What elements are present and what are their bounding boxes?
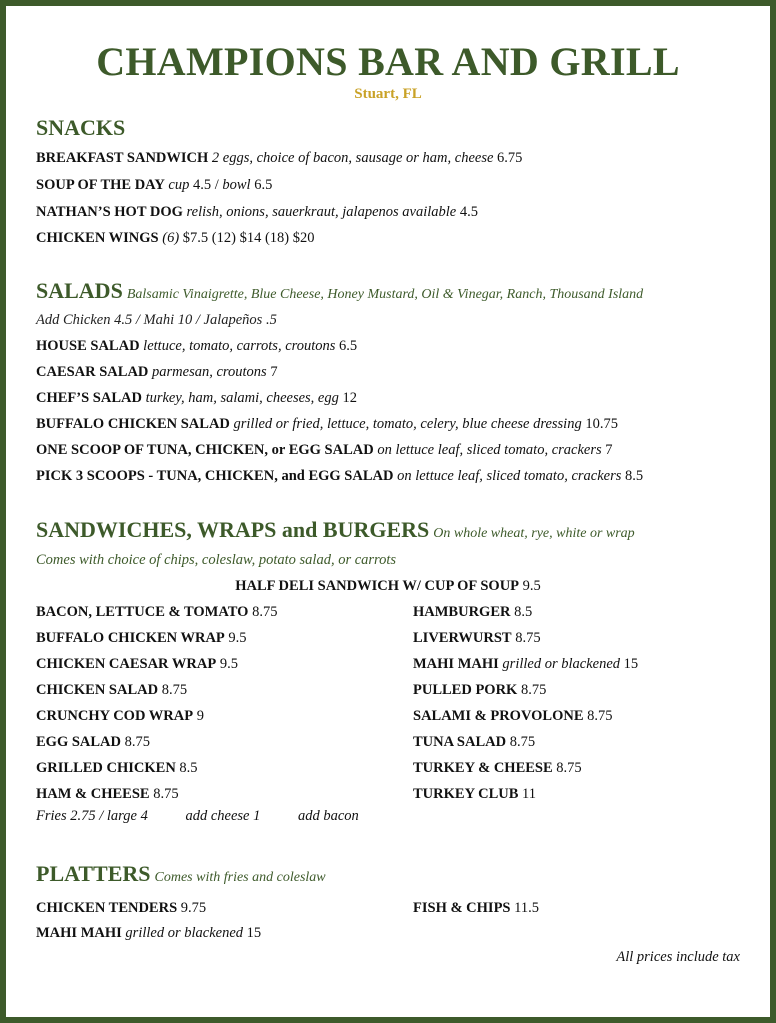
tax-note: All prices include tax <box>616 949 740 965</box>
item-price: 8.75 <box>509 734 536 750</box>
item-price: 6.5 <box>254 177 273 193</box>
item-price: 8.5 <box>625 468 644 484</box>
section-title: PLATTERS <box>36 861 151 886</box>
menu-item <box>36 630 247 647</box>
menu-item <box>413 630 541 647</box>
section-note: On whole wheat, rye, white or wrap <box>433 526 635 541</box>
item-price: 8.75 <box>587 708 613 724</box>
section-title: SALADS <box>36 278 123 303</box>
item-name: HALF DELI SANDWICH W/ CUP OF SOUP <box>235 578 520 594</box>
item-price: 8.75 <box>515 630 541 646</box>
item-name: NATHAN’S HOT DOG <box>36 204 183 220</box>
menu-item <box>413 786 536 803</box>
item-price: 7 <box>605 442 613 458</box>
menu-item <box>36 734 150 751</box>
menu-item <box>413 900 539 917</box>
item-name: SOUP OF THE DAY <box>36 177 165 193</box>
item-desc: on lettuce leaf, sliced tomato, crackers <box>377 442 602 458</box>
section-title: SANDWICHES, WRAPS and BURGERS <box>36 517 430 542</box>
item-price: 8.75 <box>124 734 151 750</box>
item-name: CHICKEN WINGS <box>36 230 159 246</box>
item-name: CHICKEN SALAD <box>36 682 159 698</box>
restaurant-location: Stuart, FL <box>354 86 422 102</box>
item-name: HAM & CHEESE <box>36 786 150 802</box>
item-price: 11 <box>522 786 537 802</box>
item-name: FISH & CHIPS <box>413 900 511 916</box>
item-name: TURKEY CLUB <box>413 786 519 802</box>
item-price: 8.75 <box>161 682 188 698</box>
item-price: 9.75 <box>180 900 207 916</box>
item-name: CHEF’S SALAD <box>36 390 142 406</box>
menu-item <box>36 204 478 221</box>
menu-item <box>36 682 187 699</box>
item-name: CHICKEN CAESAR WRAP <box>36 656 217 672</box>
item-price: 8.75 <box>252 604 278 620</box>
menu-item <box>36 416 618 433</box>
section-sandwiches-header <box>36 517 635 543</box>
section-platters-header <box>36 861 326 887</box>
item-name: CHICKEN TENDERS <box>36 900 178 916</box>
menu-item <box>413 708 613 725</box>
menu-item <box>36 604 277 621</box>
item-desc: on lettuce leaf, sliced tomato, crackers <box>397 468 622 484</box>
item-name: CAESAR SALAD <box>36 364 149 380</box>
item-name: HOUSE SALAD <box>36 338 140 354</box>
item-desc: grilled or blackened <box>125 925 244 941</box>
menu-item <box>413 656 638 673</box>
item-price: 7 <box>270 364 278 380</box>
menu-item <box>36 230 314 247</box>
item-name: SALAMI & PROVOLONE <box>413 708 584 724</box>
section-snacks-header <box>36 115 125 141</box>
item-name: MAHI MAHI <box>36 925 122 941</box>
item-desc: lettuce, tomato, carrots, croutons <box>143 338 336 354</box>
menu-item <box>36 338 357 355</box>
item-name: LIVERWURST <box>413 630 512 646</box>
item-price: 8.75 <box>520 682 547 698</box>
item-price: 8.5 <box>514 604 533 620</box>
item-desc: turkey, ham, salami, cheeses, egg <box>145 390 339 406</box>
item-name: BREAKFAST SANDWICH <box>36 150 209 166</box>
item-desc: grilled or blackened <box>502 656 621 672</box>
menu-item <box>36 177 272 194</box>
item-price: 9 <box>196 708 204 724</box>
item-name: MAHI MAHI <box>413 656 499 672</box>
item-desc: parmesan, croutons <box>152 364 267 380</box>
menu-item <box>413 760 582 777</box>
section-note: Comes with fries and coleslaw <box>154 870 326 885</box>
item-desc: bowl <box>222 177 251 193</box>
menu-item <box>36 656 238 673</box>
item-price: 11.5 <box>514 900 539 916</box>
item-desc: 2 eggs, choice of bacon, sausage or ham, cheese <box>211 150 494 166</box>
item-price: 8.5 <box>179 760 198 776</box>
item-name: TURKEY & CHEESE <box>413 760 553 776</box>
item-name: PICK 3 SCOOPS - TUNA, CHICKEN, and EGG SALAD <box>36 468 394 484</box>
menu-item <box>36 468 643 485</box>
item-price: 15 <box>623 656 639 672</box>
extra-bacon: add bacon <box>297 808 359 824</box>
item-price: 9.5 <box>219 656 238 672</box>
menu-item <box>36 390 357 407</box>
item-price: 6.75 <box>497 150 523 166</box>
item-price: 15 <box>246 925 262 941</box>
item-name: EGG SALAD <box>36 734 122 750</box>
featured-item <box>0 578 776 595</box>
salad-addons: Add Chicken 4.5 / Mahi 10 / Jalapeños .5 <box>36 312 277 328</box>
section-salads-header <box>36 278 643 304</box>
sandwich-sides: Comes with choice of chips, coleslaw, potato salad, or carrots <box>36 552 397 568</box>
menu-item <box>36 150 522 167</box>
item-desc: relish, onions, sauerkraut, jalapenos available <box>186 204 457 220</box>
sandwich-extras <box>36 808 393 825</box>
menu-item <box>36 760 198 777</box>
item-price: 10.75 <box>585 416 618 432</box>
item-price: $7.5 (12) $14 (18) $20 <box>182 230 315 246</box>
menu-item <box>36 364 278 381</box>
item-name: HAMBURGER <box>413 604 511 620</box>
item-price: 6.5 <box>339 338 358 354</box>
item-name: TUNA SALAD <box>413 734 507 750</box>
menu-item <box>36 442 613 459</box>
item-name: GRILLED CHICKEN <box>36 760 176 776</box>
extra-fries: Fries 2.75 / large 4 <box>36 808 148 824</box>
item-price: 12 <box>342 390 357 406</box>
item-desc: cup <box>168 177 190 193</box>
item-name: PULLED PORK <box>413 682 518 698</box>
menu-item <box>36 786 179 803</box>
item-price: 4.5 <box>459 204 478 220</box>
menu-item <box>36 708 204 725</box>
item-price: 8.75 <box>556 760 582 776</box>
section-note: Balsamic Vinaigrette, Blue Cheese, Honey Mustard, Oil & Vinegar, Ranch, Thousand Island <box>126 287 644 302</box>
item-desc: grilled or fried, lettuce, tomato, celery, blue cheese dressing <box>233 416 582 432</box>
menu-item <box>413 604 532 621</box>
menu-item <box>413 734 535 751</box>
item-price: 4.5 / <box>192 177 219 193</box>
item-name: BACON, LETTUCE & TOMATO <box>36 604 249 620</box>
item-name: BUFFALO CHICKEN WRAP <box>36 630 225 646</box>
item-price: 9.5 <box>228 630 247 646</box>
menu-item <box>36 900 206 917</box>
item-desc: (6) <box>162 230 180 246</box>
item-price: 9.5 <box>522 578 541 594</box>
item-name: ONE SCOOP OF TUNA, CHICKEN, or EGG SALAD <box>36 442 374 458</box>
restaurant-title: CHAMPIONS BAR AND GRILL <box>96 39 680 84</box>
item-name: BUFFALO CHICKEN SALAD <box>36 416 230 432</box>
menu-item <box>413 682 546 699</box>
menu-item <box>36 925 261 942</box>
extra-cheese: add cheese 1 <box>185 808 261 824</box>
item-price: 8.75 <box>153 786 179 802</box>
section-title: SNACKS <box>36 115 126 140</box>
item-name: CRUNCHY COD WRAP <box>36 708 194 724</box>
